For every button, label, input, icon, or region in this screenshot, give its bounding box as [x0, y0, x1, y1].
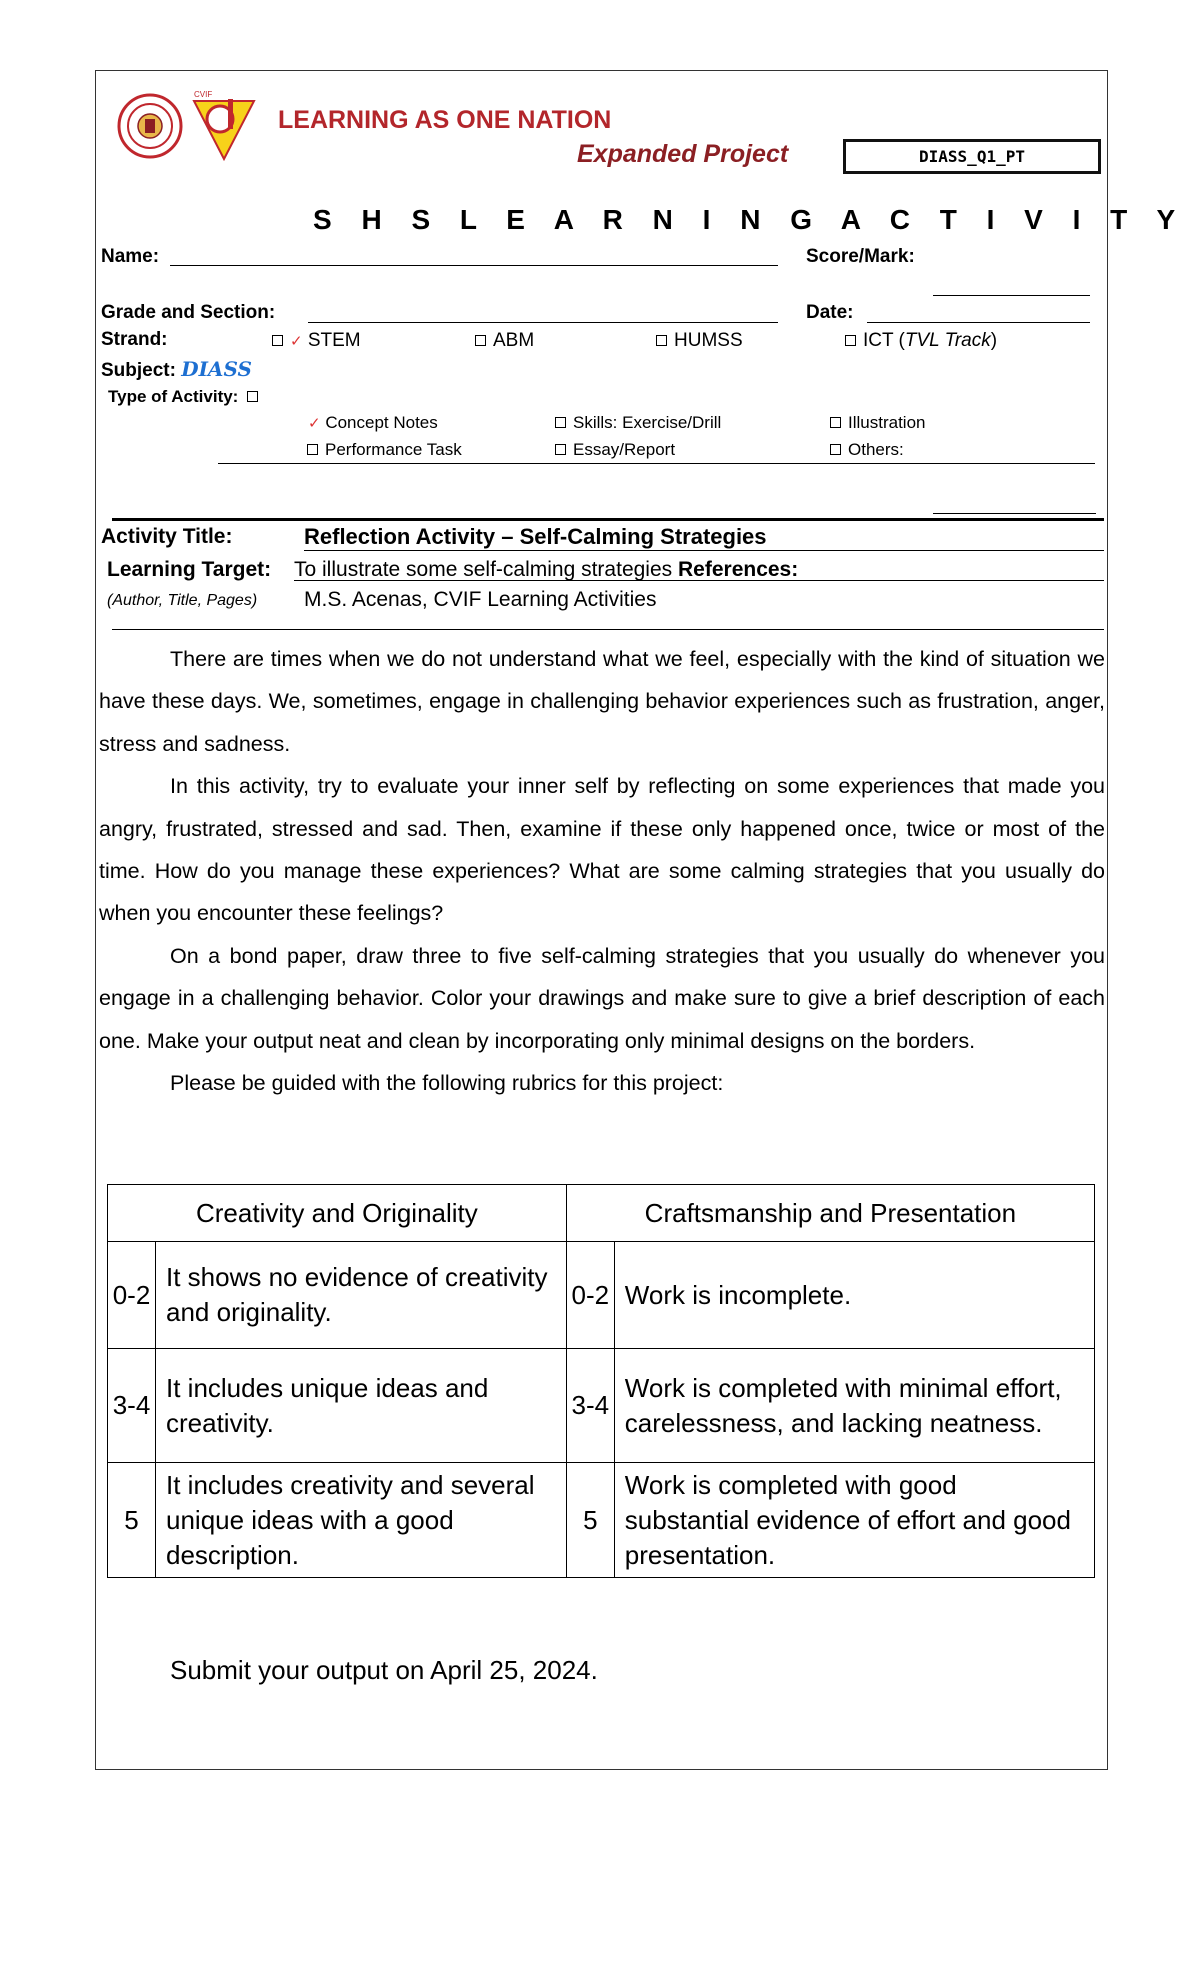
rubric-score: 5	[108, 1463, 156, 1578]
abm-checkbox[interactable]	[475, 335, 486, 346]
activity-title-value: Reflection Activity – Self-Calming Strategies	[304, 524, 767, 549]
rubric-header-creativity: Creativity and Originality	[108, 1185, 567, 1242]
activity-type-label: Type of Activity:	[108, 387, 265, 407]
skills-checkbox[interactable]	[555, 417, 566, 428]
rubric-desc: It includes creativity and several unique ideas with a good description.	[156, 1463, 567, 1578]
illustration-checkbox[interactable]	[830, 417, 841, 428]
score-label: Score/Mark:	[806, 246, 915, 267]
name-label: Name:	[101, 246, 160, 267]
instructions-body	[99, 638, 1105, 1104]
grade-section-field[interactable]	[308, 322, 778, 323]
rubric-desc: Work is incomplete.	[614, 1242, 1094, 1349]
subject-value: DIASS	[181, 357, 252, 381]
learning-target-label: Learning Target:	[107, 558, 272, 581]
strand-stem[interactable]: ✓ STEM	[272, 330, 361, 352]
activity-heading: S H S L E A R N I N G A C T I V I T Y	[313, 204, 1187, 235]
paragraph: In this activity, try to evaluate your inner self by reflecting on some experiences that made you angry, frustrated, stressed and sad. Then, examine if these only happened once, twice or most of the time. How do you manage these experiences? What are some calming strategies that you usually do when you encounter these feelings?	[99, 774, 1105, 926]
activity-code-box: DIASS_Q1_PT	[843, 139, 1101, 174]
header-title: LEARNING AS ONE NATION	[278, 106, 612, 134]
rubric-desc: It includes unique ideas and creativity.	[156, 1349, 567, 1463]
type-performance-task[interactable]: Performance Task	[307, 440, 462, 460]
concept-check-icon: ✓	[308, 415, 321, 432]
type-illustration[interactable]: Illustration	[830, 413, 925, 433]
submit-instruction: Submit your output on April 25, 2024.	[170, 1655, 598, 1685]
rubric-desc: Work is completed with minimal effort, carelessness, and lacking neatness.	[614, 1349, 1094, 1463]
header-subtitle: Expanded Project	[577, 140, 789, 168]
strand-label: Strand:	[101, 329, 168, 350]
table-row	[108, 1463, 1095, 1578]
performance-checkbox[interactable]	[307, 444, 318, 455]
name-field[interactable]	[170, 265, 778, 266]
essay-checkbox[interactable]	[555, 444, 566, 455]
learning-target-value: To illustrate some self-calming strategies References:	[294, 558, 799, 581]
others-field[interactable]	[218, 463, 1095, 464]
others-checkbox[interactable]	[830, 444, 841, 455]
subject-row: Subject: DIASS	[101, 357, 252, 381]
logo-label: CVIF	[194, 90, 213, 99]
humss-checkbox[interactable]	[656, 335, 667, 346]
strand-abm[interactable]: ABM	[475, 330, 534, 352]
date-label: Date:	[806, 302, 854, 323]
score-field[interactable]	[933, 295, 1090, 296]
rubric-desc: It shows no evidence of creativity and originality.	[156, 1242, 567, 1349]
rubric-score: 5	[566, 1463, 614, 1578]
rubric-score: 3-4	[108, 1349, 156, 1463]
school-seal-logo	[117, 93, 183, 159]
type-essay[interactable]: Essay/Report	[555, 440, 675, 460]
rubric-score: 0-2	[566, 1242, 614, 1349]
info-divider	[112, 629, 1104, 630]
type-others[interactable]: Others:	[830, 440, 904, 460]
stem-checkbox[interactable]	[272, 335, 283, 346]
rubric-table	[107, 1184, 1095, 1578]
paragraph: There are times when we do not understand what we feel, especially with the kind of situation we have these days. We, sometimes, engage in challenging behavior experiences such as frustration, anger, stress and sadness.	[99, 647, 1105, 756]
activity-title-underline	[304, 550, 1104, 551]
activity-title-label: Activity Title:	[101, 525, 233, 548]
rubric-desc: Work is completed with good substantial evidence of effort and good presentation.	[614, 1463, 1094, 1578]
cvif-dlp-logo	[190, 89, 258, 161]
author-value: M.S. Acenas, CVIF Learning Activities	[304, 588, 657, 611]
author-label: (Author, Title, Pages)	[107, 592, 258, 609]
type-skills[interactable]: Skills: Exercise/Drill	[555, 413, 721, 433]
strand-humss[interactable]: HUMSS	[656, 330, 743, 352]
ict-checkbox[interactable]	[845, 335, 856, 346]
table-row	[108, 1349, 1095, 1463]
rubric-header-craftsmanship: Craftsmanship and Presentation	[566, 1185, 1094, 1242]
learning-target-underline	[294, 580, 1104, 581]
references-label: References:	[678, 558, 799, 581]
date-field[interactable]	[867, 322, 1090, 323]
strand-ict[interactable]: ICT (TVL Track)	[845, 330, 997, 352]
header-divider	[112, 518, 1104, 521]
paragraph: On a bond paper, draw three to five self-calming strategies that you usually do whenever you engage in a challenging behavior. Color your drawings and make sure to give a brief description of each one. Make your output neat and clean by incorporating only minimal designs on the borders.	[99, 943, 1105, 1053]
extra-field[interactable]	[933, 513, 1096, 514]
type-concept-notes[interactable]: ✓ Concept Notes	[308, 413, 438, 432]
stem-check-icon: ✓	[290, 333, 303, 350]
table-row	[108, 1242, 1095, 1349]
rubric-score: 3-4	[566, 1349, 614, 1463]
grade-section-label: Grade and Section:	[101, 302, 276, 323]
activity-type-checkbox[interactable]	[247, 391, 258, 402]
rubric-score: 0-2	[108, 1242, 156, 1349]
paragraph: Please be guided with the following rubrics for this project:	[170, 1071, 724, 1096]
